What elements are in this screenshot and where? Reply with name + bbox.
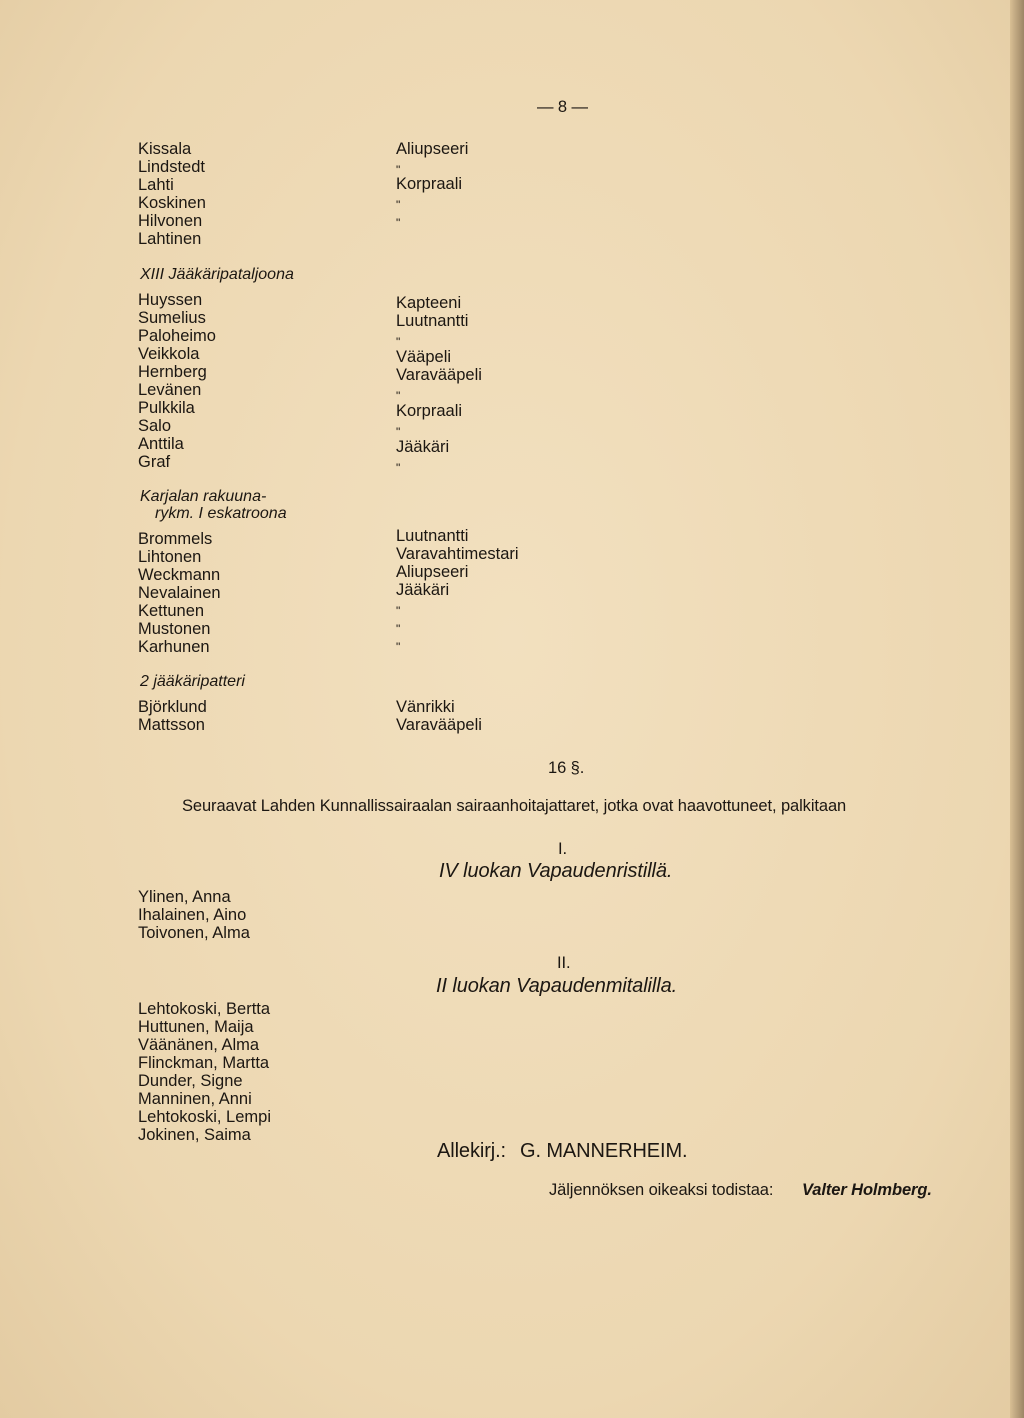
name-entry: Nevalainen — [138, 584, 221, 602]
rank-entry: Vänrikki — [396, 698, 455, 716]
group2-heading: XIII Jääkäripataljoona — [140, 266, 294, 283]
rank-entry: " — [396, 461, 401, 475]
name-entry: Paloheimo — [138, 327, 216, 345]
group4-ranks — [396, 698, 482, 734]
name-entry: Pulkkila — [138, 399, 195, 417]
group3-heading-line1: Karjalan rakuuna- — [140, 488, 267, 505]
award2-numeral: II. — [557, 954, 571, 972]
name-entry: Manninen, Anni — [138, 1090, 252, 1108]
certification-name: Valter Holmberg. — [802, 1181, 932, 1199]
award1-numeral: I. — [558, 840, 567, 858]
award1-title: IV luokan Vapaudenristillä. — [439, 860, 673, 882]
rank-entry: " — [396, 622, 401, 636]
rank-entry: Korpraali — [396, 402, 463, 420]
name-entry: Lahti — [138, 176, 174, 194]
name-entry: Weckmann — [138, 566, 221, 584]
name-entry: Lahtinen — [138, 230, 202, 248]
rank-entry: " — [396, 216, 401, 230]
rank-entry: Luutnantti — [396, 312, 469, 330]
rank-entry: Aliupseeri — [396, 140, 469, 158]
name-entry: Sumelius — [138, 309, 206, 327]
name-entry: Lindstedt — [138, 158, 205, 176]
rank-entry: Varavääpeli — [396, 716, 482, 734]
name-entry: Graf — [138, 453, 171, 471]
rank-entry: Aliupseeri — [396, 563, 469, 581]
name-entry: Huttunen, Maija — [138, 1018, 254, 1036]
rank-entry: " — [396, 640, 401, 654]
name-entry: Kettunen — [138, 602, 205, 620]
name-entry: Lehtokoski, Bertta — [138, 1000, 271, 1018]
rank-entry: " — [396, 389, 401, 403]
section-number: 16 §. — [548, 759, 585, 777]
group1-ranks — [396, 140, 468, 229]
rank-entry: " — [396, 198, 401, 212]
name-entry: Dunder, Signe — [138, 1072, 243, 1090]
group4-names — [138, 698, 207, 734]
name-entry: Salo — [138, 417, 172, 435]
signature-name: G. MANNERHEIM. — [520, 1140, 688, 1162]
group3-ranks — [396, 527, 519, 653]
rank-entry: Korpraali — [396, 175, 463, 193]
name-entry: Anttila — [138, 435, 184, 453]
name-entry: Brommels — [138, 530, 213, 548]
name-entry: Hilvonen — [138, 212, 203, 230]
group3-heading-line2: rykm. I eskatroona — [155, 505, 287, 522]
name-entry: Veikkola — [138, 345, 200, 363]
rank-entry: " — [396, 425, 401, 439]
name-entry: Lihtonen — [138, 548, 202, 566]
signature-label: Allekirj.: — [437, 1140, 507, 1162]
name-entry: Kissala — [138, 140, 192, 158]
name-entry: Karhunen — [138, 638, 210, 656]
page-edge — [1010, 0, 1024, 1418]
section-intro: Seuraavat Lahden Kunnallissairaalan sairaanhoitajattaret, jotka ovat haavottuneet, palkitaan — [182, 797, 847, 815]
award1-names — [138, 888, 250, 942]
rank-entry: Vääpeli — [396, 348, 452, 366]
rank-entry: Jääkäri — [396, 438, 450, 456]
rank-entry: Varavääpeli — [396, 366, 482, 384]
award2-title: II luokan Vapaudenmitalilla. — [436, 975, 678, 997]
award2-names — [138, 1000, 271, 1144]
rank-entry: Varavahtimestari — [396, 545, 519, 563]
group4-heading: 2 jääkäripatteri — [140, 673, 245, 690]
name-entry: Levänen — [138, 381, 202, 399]
name-entry: Huyssen — [138, 291, 203, 309]
rank-entry: Jääkäri — [396, 581, 450, 599]
name-entry: Toivonen, Alma — [138, 924, 250, 942]
name-entry: Ihalainen, Aino — [138, 906, 247, 924]
rank-entry: " — [396, 604, 401, 618]
group2-names — [138, 291, 216, 471]
group1-names — [138, 140, 206, 248]
name-entry: Ylinen, Anna — [138, 888, 231, 906]
name-entry: Flinckman, Martta — [138, 1054, 270, 1072]
rank-entry: " — [396, 163, 401, 177]
name-entry: Björklund — [138, 698, 207, 716]
name-entry: Mattsson — [138, 716, 205, 734]
group3-names — [138, 530, 221, 656]
name-entry: Mustonen — [138, 620, 211, 638]
rank-entry: Luutnantti — [396, 527, 469, 545]
name-entry: Jokinen, Saima — [138, 1126, 251, 1144]
group2-ranks — [396, 294, 482, 474]
rank-entry: " — [396, 335, 401, 349]
rank-entry: Kapteeni — [396, 294, 462, 312]
page-number: — 8 — — [537, 98, 588, 116]
name-entry: Väänänen, Alma — [138, 1036, 260, 1054]
name-entry: Hernberg — [138, 363, 207, 381]
certification-text: Jäljennöksen oikeaksi todistaa: — [549, 1181, 774, 1199]
name-entry: Koskinen — [138, 194, 206, 212]
name-entry: Lehtokoski, Lempi — [138, 1108, 271, 1126]
